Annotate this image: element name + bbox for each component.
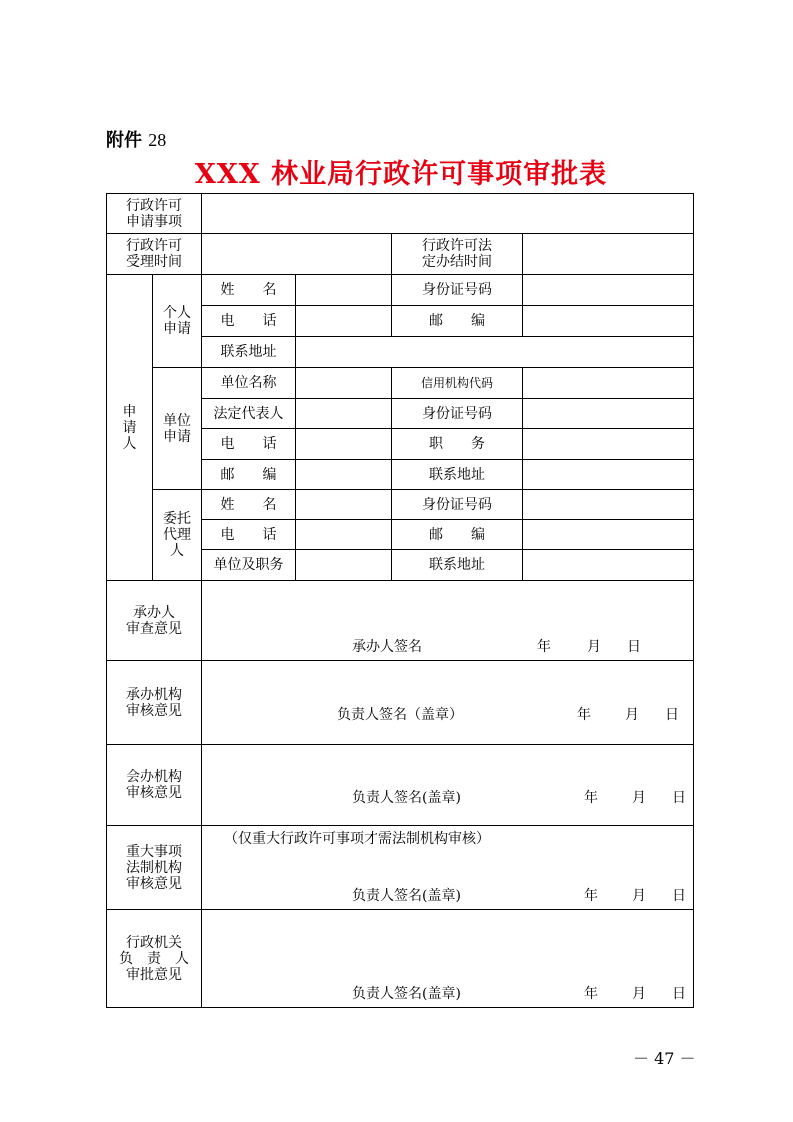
unit-address-label: 联系地址 [392,460,523,490]
label-line: 审查意见 [126,620,182,637]
personal-application-label [153,275,202,368]
legal-signature-label: 负责人签名(盖章) [352,888,461,904]
label-line: 行政机关 [126,934,182,951]
label-line: 行政许可 [126,238,182,254]
unit-name-field[interactable] [296,368,392,399]
day-label: 日 [672,790,686,806]
label-line: 受理时间 [126,254,182,270]
unit-address-field[interactable] [523,460,694,490]
handler-opinion-field[interactable] [202,581,694,661]
credit-code-label: 信用机构代码 [392,368,523,399]
row-admin-opinion [107,910,694,1008]
applicant-label [107,275,153,581]
day-label: 日 [672,986,686,1002]
unit-name-label: 单位名称 [202,368,296,399]
row-co-organ-opinion [107,745,694,826]
label-line: 申请 [163,428,191,445]
unit-id-field[interactable] [523,399,694,429]
unit-position-field[interactable] [523,429,694,460]
handler-signature-label: 承办人签名 [352,639,422,655]
personal-postcode-field[interactable] [523,306,694,337]
label-line: 行政许可 [126,197,182,214]
legal-rep-field[interactable] [296,399,392,429]
label-line: 申请事项 [126,213,182,230]
personal-id-label: 身份证号码 [392,275,523,306]
application-item-label [107,194,202,234]
agent-address-label: 联系地址 [392,550,523,581]
label-line: 代理 [163,527,191,543]
label-char: 人 [122,435,137,452]
handler-opinion-label [107,581,202,661]
day-label: 日 [672,888,686,904]
agent-name-label: 姓 名 [202,490,296,520]
agent-id-field[interactable] [523,490,694,520]
unit-application-label [153,368,202,490]
label-line: 承办人 [133,604,175,621]
page-number: － 47 － [633,1049,696,1068]
admin-signature-label: 负责人签名(盖章) [352,986,461,1002]
accept-time-field[interactable] [202,234,392,275]
row-legal-opinion [107,826,694,910]
label-line: 审核意见 [126,785,182,801]
personal-id-field[interactable] [523,275,694,306]
month-label: 月 [632,790,646,806]
agent-phone-label: 电 话 [202,520,296,550]
month-label: 月 [587,639,601,655]
legal-rep-label: 法定代表人 [202,399,296,429]
admin-opinion-field[interactable] [202,910,694,1008]
accept-time-label [107,234,202,275]
row-handler-opinion [107,581,694,661]
organ-opinion-label [107,661,202,745]
agent-postcode-field[interactable] [523,520,694,550]
day-label: 日 [665,707,679,723]
attachment-label [106,126,166,152]
label-line: 单位 [163,412,191,429]
agent-id-label: 身份证号码 [392,490,523,520]
agent-unit-position-field[interactable] [296,550,392,581]
month-label: 月 [632,986,646,1002]
label-line: 委托 [163,511,191,527]
personal-phone-label: 电 话 [202,306,296,337]
approval-form-table [106,193,694,1008]
label-line: 审核意见 [126,875,182,892]
co-organ-opinion-label [107,745,202,826]
co-organ-signature-label: 负责人签名(盖章) [352,790,461,806]
legal-opinion-label [107,826,202,910]
legal-time-field[interactable] [523,234,694,275]
unit-postcode-field[interactable] [296,460,392,490]
year-label: 年 [584,986,598,1002]
row-times [107,234,694,275]
label-line: 法制机构 [126,859,182,876]
agent-postcode-label: 邮 编 [392,520,523,550]
personal-address-label: 联系地址 [202,337,296,368]
row-unit-name [107,368,694,399]
attachment-text: 附件 [106,130,142,151]
month-label: 月 [632,888,646,904]
unit-postcode-label: 邮 编 [202,460,296,490]
unit-phone-label: 电 话 [202,429,296,460]
label-line: 审核意见 [126,702,182,719]
label-line: 人 [170,543,184,559]
label-line: 承办机构 [126,686,182,703]
agent-name-field[interactable] [296,490,392,520]
organ-opinion-field[interactable] [202,661,694,745]
label-char: 请 [122,419,137,436]
agent-address-field[interactable] [523,550,694,581]
row-agent-name [107,490,694,520]
attachment-number: 28 [148,130,167,150]
label-line: 个人 [163,305,191,321]
row-organ-opinion [107,661,694,745]
application-item-field[interactable] [202,194,694,234]
agent-label [153,490,202,581]
label-line: 申请 [163,321,191,337]
admin-opinion-label [107,910,202,1008]
year-label: 年 [537,639,551,655]
label-line: 重大事项 [126,843,182,860]
unit-phone-field[interactable] [296,429,392,460]
label-line: 定办结时间 [422,254,492,270]
personal-address-field[interactable] [296,337,694,368]
month-label: 月 [625,707,639,723]
co-organ-opinion-field[interactable] [202,745,694,826]
row-application-item [107,194,694,234]
row-personal-name [107,275,694,306]
label-line: 负 责 人 [119,950,189,967]
legal-opinion-field[interactable] [202,826,694,910]
agent-unit-position-label: 单位及职务 [202,550,296,581]
label-char: 申 [122,403,137,420]
unit-position-label: 职 务 [392,429,523,460]
unit-id-label: 身份证号码 [392,399,523,429]
year-label: 年 [584,790,598,806]
legal-review-note: （仅重大行政许可事项才需法制机构审核） [224,831,490,847]
year-label: 年 [577,707,591,723]
form-title: XXX 林业局行政许可事项审批表 [194,159,608,190]
year-label: 年 [584,888,598,904]
credit-code-field[interactable] [523,368,694,399]
personal-name-field[interactable] [296,275,392,306]
legal-time-label [392,234,523,275]
personal-phone-field[interactable] [296,306,392,337]
label-line: 行政许可法 [422,238,492,254]
organ-signature-label: 负责人签名（盖章） [337,707,463,723]
day-label: 日 [627,639,641,655]
label-line: 会办机构 [126,769,182,785]
personal-name-label: 姓 名 [202,275,296,306]
label-line: 审批意见 [126,966,182,983]
agent-phone-field[interactable] [296,520,392,550]
personal-postcode-label: 邮 编 [392,306,523,337]
